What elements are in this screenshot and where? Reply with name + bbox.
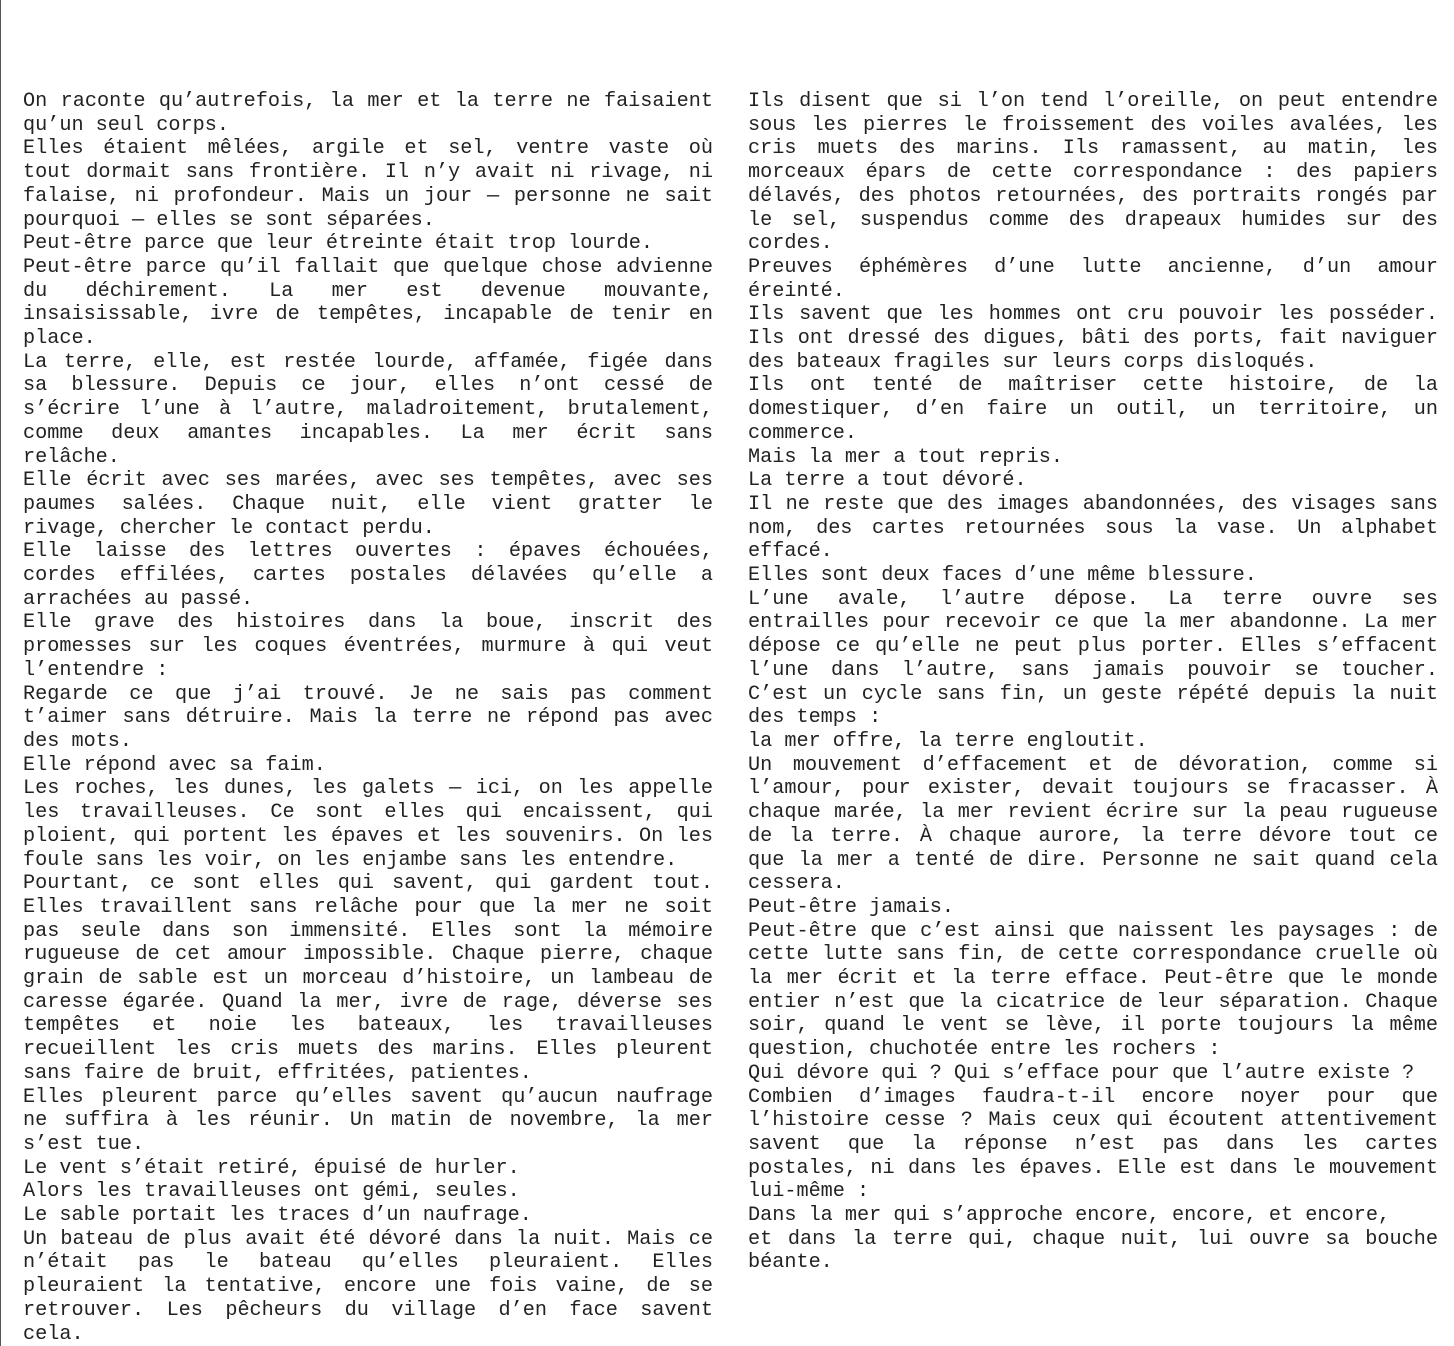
paragraph: L’une avale, l’autre dépose. La terre ouvre ses entrailles pour recevoir ce que la mer abandonne. La mer dépose ce qu’elle ne peut plus porter. Elles s’effacent l’une dans l’autre, sans jamais pouvoir se toucher. C’est un cycle sans fin, un geste répété depuis la nuit des temps : bbox=[748, 587, 1438, 730]
paragraph: Dans la mer qui s’approche encore, encore, et encore, bbox=[748, 1204, 1391, 1228]
paragraph: Preuves éphémères d’une lutte ancienne, d’un amour éreinté. bbox=[748, 255, 1438, 303]
text-column-left bbox=[23, 90, 713, 1346]
paragraph: Elle répond avec sa faim. bbox=[23, 753, 326, 777]
paragraph: Elles étaient mêlées, argile et sel, ventre vaste où tout dormait sans frontière. Il n’y avait ni rivage, ni falaise, ni profondeur. Mais un jour — personne ne sait pourquoi — elles se sont séparées. bbox=[23, 137, 713, 232]
paragraph: Ils ont tenté de maîtriser cette histoire, de la domestiquer, d’en faire un outil, un territoire, un commerce. bbox=[748, 374, 1438, 445]
paragraph: Elles sont deux faces d’une même blessure. bbox=[748, 564, 1257, 588]
paragraph: Elles pleurent parce qu’elles savent qu’aucun naufrage ne suffira à les réunir. Un matin de novembre, la mer s’est tue. bbox=[23, 1085, 713, 1156]
paragraph: Il ne reste que des images abandonnées, des visages sans nom, des cartes retournées sous la vase. Un alphabet effacé. bbox=[748, 492, 1438, 564]
paragraph: Elle laisse des lettres ouvertes : épaves échouées, cordes effilées, cartes postales délavées qu’elle a arrachées au passé. bbox=[23, 540, 713, 611]
paragraph: la mer offre, la terre engloutit. bbox=[748, 729, 1148, 753]
paragraph: On raconte qu’autrefois, la mer et la terre ne faisaient qu’un seul corps. bbox=[23, 90, 713, 137]
paragraph: Mais la mer a tout repris. bbox=[748, 445, 1063, 469]
paragraph: Un mouvement d’effacement et de dévoration, comme si l’amour, pour exister, devait toujours se fracasser. À chaque marée, la mer revient écrire sur la peau rugueuse de la terre. À chaque aurore, la terre dévore tout ce que la mer a tenté de dire. Personne ne sait quand cela cessera. bbox=[748, 753, 1438, 896]
paragraph: Ils disent que si l’on tend l’oreille, on peut entendre sous les pierres le froissement des voiles avalées, les cris muets des marins. Ils ramassent, au matin, les morceaux épars de cette correspondance : des papiers délavés, des photos retournées, des portraits rongés par le sel, suspendus comme des drapeaux humides sur des cordes. bbox=[748, 90, 1438, 256]
paragraph: Elle écrit avec ses marées, avec ses tempêtes, avec ses paumes salées. Chaque nuit, elle vient gratter le rivage, chercher le contact perdu. bbox=[23, 469, 713, 540]
paragraph: Les roches, les dunes, les galets — ici, on les appelle les travailleuses. Ce sont elles qui encaissent, qui ploient, qui portent les épaves et les souvenirs. On les foule sans les voir, on les enjambe sans les entendre. bbox=[23, 777, 713, 872]
paragraph: et dans la terre qui, chaque nuit, lui ouvre sa bouche béante. bbox=[748, 1227, 1438, 1275]
paragraph: La terre a tout dévoré. bbox=[748, 469, 1027, 493]
paragraph: Ils savent que les hommes ont cru pouvoir les posséder. Ils ont dressé des digues, bâti des ports, fait naviguer des bateaux fragiles sur leurs corps disloqués. bbox=[748, 303, 1438, 374]
paragraph: Peut-être que c’est ainsi que naissent les paysages : de cette lutte sans fin, de cette correspondance cruelle où la mer écrit et la terre efface. Peut-être que le monde entier n’est que la cicatrice de leur séparation. Chaque soir, quand le vent se lève, il porte toujours la même question, chuchotée entre les rochers : bbox=[748, 919, 1438, 1062]
paragraph: Qui dévore qui ? Qui s’efface pour que l’autre existe ? bbox=[748, 1061, 1415, 1085]
paragraph: Regarde ce que j’ai trouvé. Je ne sais pas comment t’aimer sans détruire. Mais la terre ne répond pas avec des mots. bbox=[23, 682, 713, 753]
paragraph: La terre, elle, est restée lourde, affamée, figée dans sa blessure. Depuis ce jour, elles n’ont cessé de s’écrire l’une à l’autre, maladroitement, brutalement, comme deux amantes incapables. La mer écrit sans relâche. bbox=[23, 350, 713, 469]
paragraph: Alors les travailleuses ont gémi, seules. bbox=[23, 1180, 520, 1204]
paragraph: Le sable portait les traces d’un naufrage. bbox=[23, 1204, 532, 1228]
paragraph: Peut-être parce que leur étreinte était trop lourde. bbox=[23, 232, 653, 256]
paragraph: Elle grave des histoires dans la boue, inscrit des promesses sur les coques éventrées, murmure à qui veut l’entendre : bbox=[23, 611, 713, 682]
paragraph: Un bateau de plus avait été dévoré dans la nuit. Mais ce n’était pas le bateau qu’elles pleuraient. Elles pleuraient la tentative, encore une fois vaine, de se retrouver. Les pêcheurs du village d’en face savent cela. bbox=[23, 1227, 713, 1346]
paragraph: Peut-être parce qu’il fallait que quelque chose advienne du déchirement. La mer est devenue mouvante, insaisissable, ivre de tempêtes, incapable de tenir en place. bbox=[23, 255, 713, 351]
paragraph: Pourtant, ce sont elles qui savent, qui gardent tout. Elles travaillent sans relâche pour que la mer ne soit pas seule dans son immensité. Elles sont la mémoire rugueuse de cet amour impossible. Chaque pierre, chaque grain de sable est un morceau d’histoire, un lambeau de caresse égarée. Quand la mer, ivre de rage, déverse ses tempêtes et noie les bateaux, les travailleuses recueillent les cris muets des marins. Elles pleurent sans faire de bruit, effritées, patientes. bbox=[23, 872, 713, 1085]
paragraph: Peut-être jamais. bbox=[748, 895, 954, 919]
text-column-right bbox=[748, 90, 1438, 1275]
paragraph: Le vent s’était retiré, épuisé de hurler. bbox=[23, 1156, 520, 1180]
paragraph: Combien d’images faudra-t-il encore noyer pour que l’histoire cesse ? Mais ceux qui écoutent attentivement savent que la réponse n’est pas dans les cartes postales, ni dans les épaves. Elle est dans le mouvement lui-même : bbox=[748, 1085, 1438, 1204]
